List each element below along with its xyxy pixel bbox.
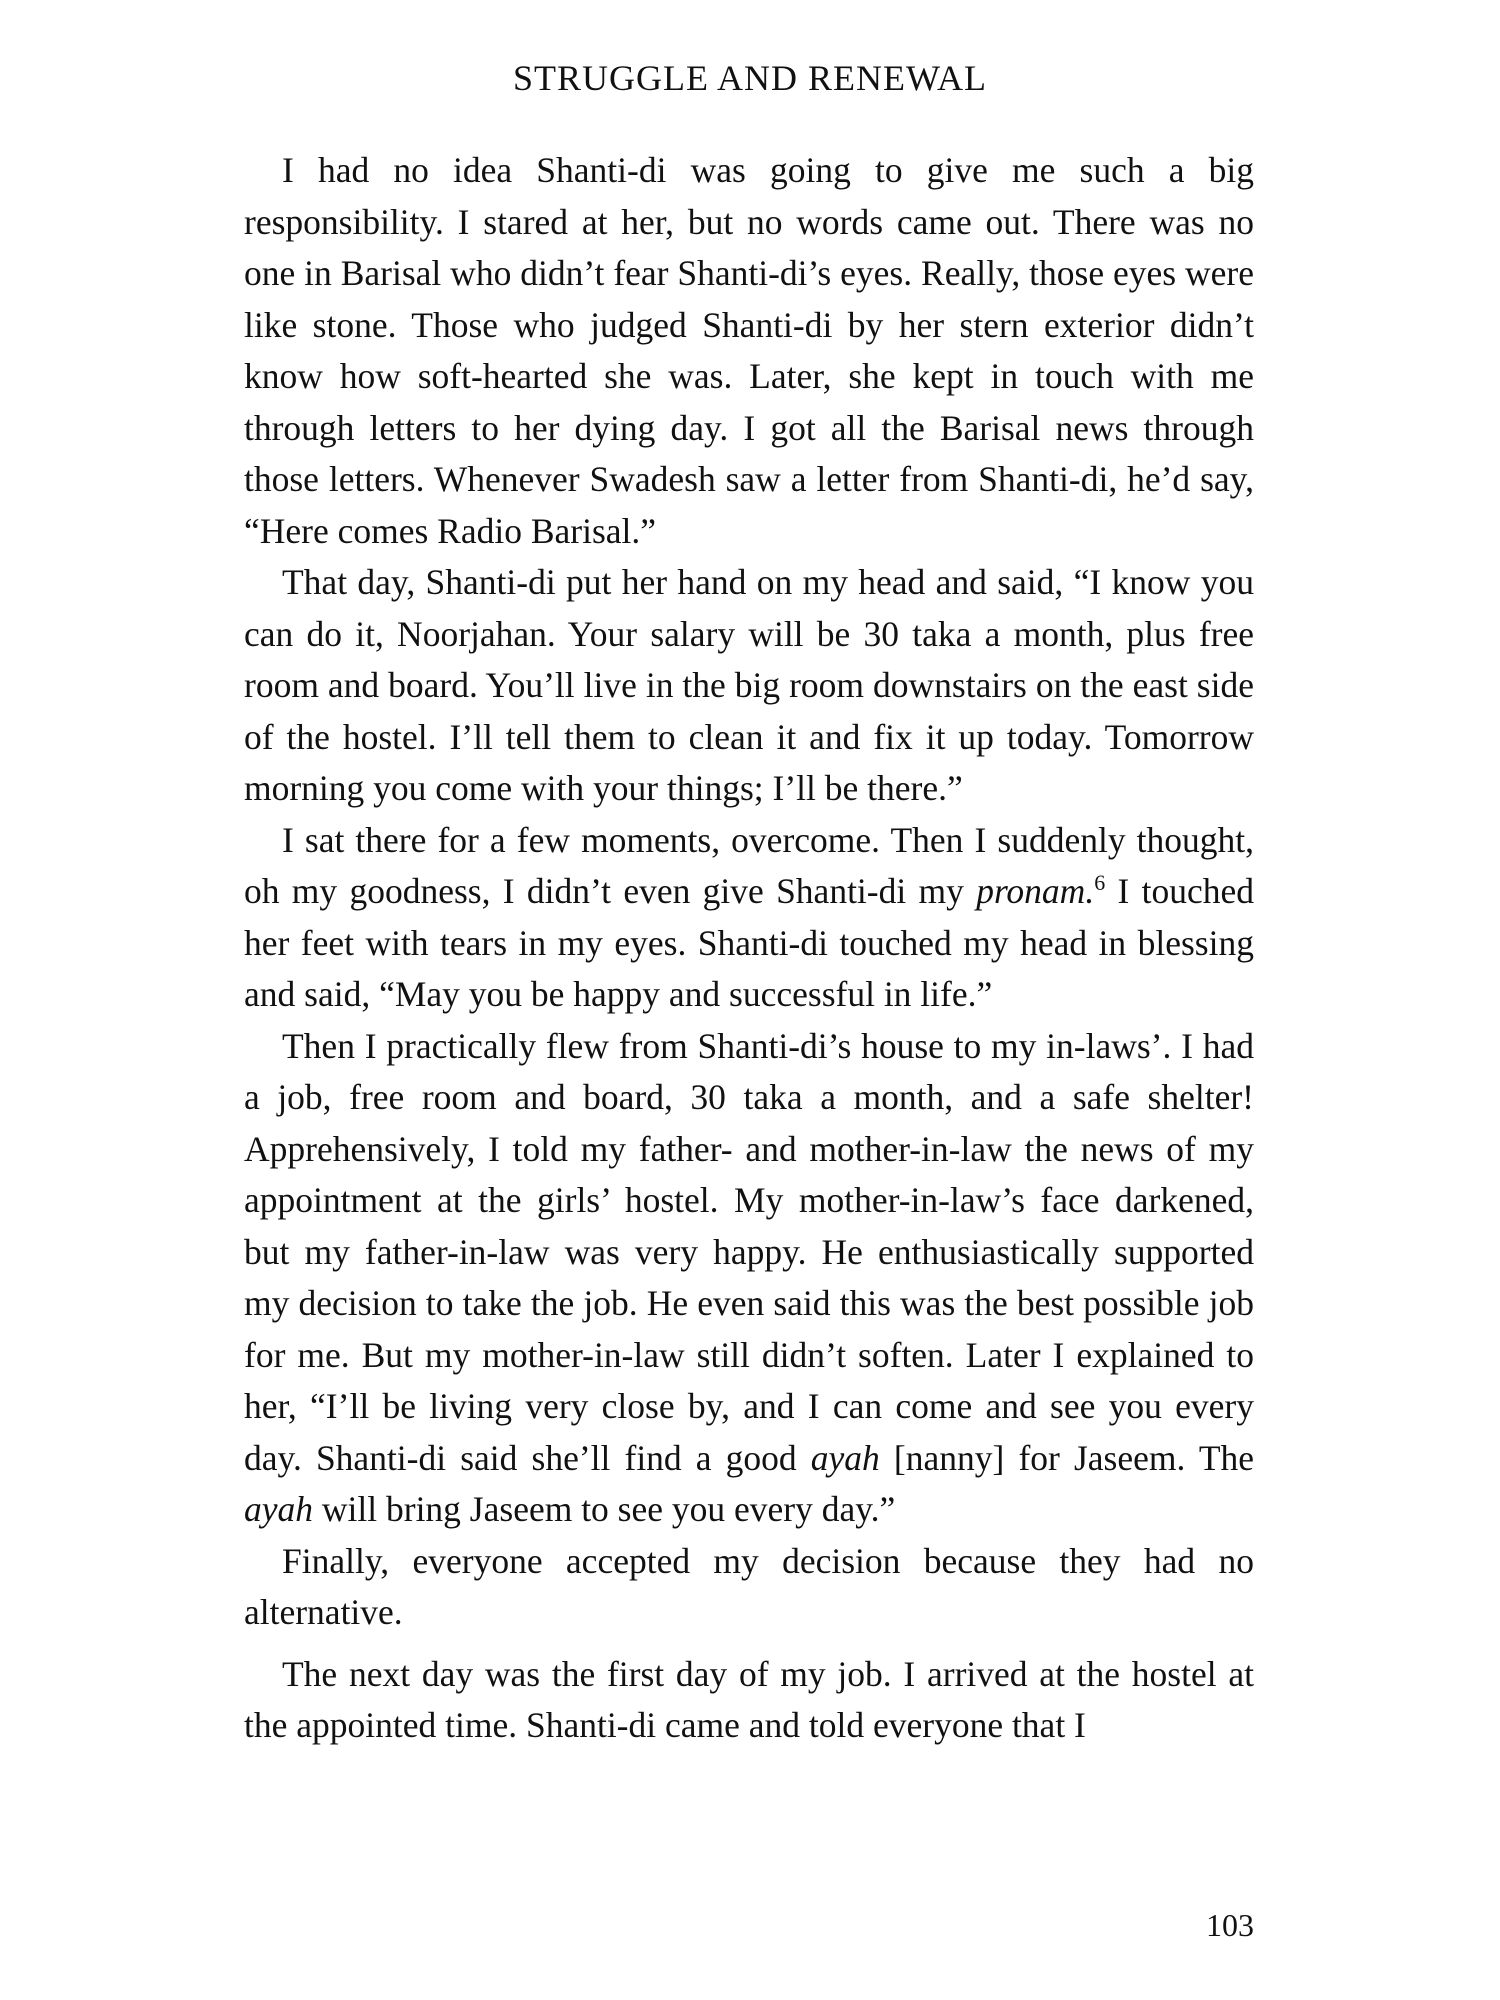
italic-term-ayah: ayah bbox=[244, 1489, 314, 1529]
running-head: STRUGGLE AND RENEWAL bbox=[513, 58, 987, 98]
footnote-marker: 6 bbox=[1094, 870, 1106, 896]
paragraph-6: The next day was the first day of my job. I arrived at the hostel at the appointed time. Shanti-di came and told everyone that I bbox=[244, 1653, 1254, 1745]
paragraph-3 bbox=[244, 815, 1254, 1021]
paragraph-5: Finally, everyone accepted my decision because they had no alternative. bbox=[244, 1540, 1254, 1632]
paragraph-2: That day, Shanti-di put her hand on my head and said, “I know you can do it, Noorjahan. Your salary will be 30 taka a month, plus free room and board. You’ll live in the big room downstairs on the east side of the hostel. I’ll tell them to clean it and fix it up today. Tomorrow morning you come with your things; I’ll be there.” bbox=[244, 562, 1254, 808]
italic-term-pronam: pronam. bbox=[976, 871, 1095, 911]
paragraph-4 bbox=[244, 1021, 1254, 1536]
paragraph-3-text-start: I sat there for a few moments, overcome. Then I suddenly thought, oh my goodness, I didn’t even give Shanti-di my bbox=[244, 819, 1254, 911]
page-number: 103 bbox=[1206, 1907, 1254, 1943]
paragraph-3-text-end: I touched her feet with tears in my eyes. Shanti-di touched my head in blessing and said, “May you be happy and successful in life.” bbox=[244, 871, 1254, 1014]
italic-term-ayah: ayah bbox=[810, 1437, 880, 1478]
body-text bbox=[244, 145, 1254, 1752]
paragraph-1: I had no idea Shanti-di was going to give me such a big responsibility. I stared at her, but no words came out. There was no one in Barisal who didn’t fear Shanti-di’s eyes. Really, those eyes were like stone. Those who judged Shanti-di by her stern exterior didn’t know how soft-hearted she was. Later, she kept in touch with me through letters to her dying day. I got all the Barisal news through those letters. Whenever Swadesh saw a letter from Shanti-di, he’d say, “Here comes Radio Barisal.” bbox=[244, 150, 1254, 551]
paragraph-4-text-end: will bring Jaseem to see you every day.” bbox=[313, 1489, 896, 1529]
paragraph-4-text-start: Then I practically flew from Shanti-di’s house to my in-laws’. I had a job, free room and board, 30 taka a month, and a safe shelter! Apprehensively, I told my father- and mother-in-law the news of my appointment at the girls’ hostel. My mother-in-law’s face darkened, but my father-in-law was very happy. He enthusiastically supported my decision to take the job. He even said this was the best possible job for me. But my mother-in-law still didn’t soften. Later I explained to her, “I’ll be living very close by, and I can come and see you every day. Shanti-di said she’ll find a good bbox=[244, 1025, 1254, 1478]
paragraph-4-text-middle: [nanny] for Jaseem. The bbox=[879, 1437, 1255, 1478]
